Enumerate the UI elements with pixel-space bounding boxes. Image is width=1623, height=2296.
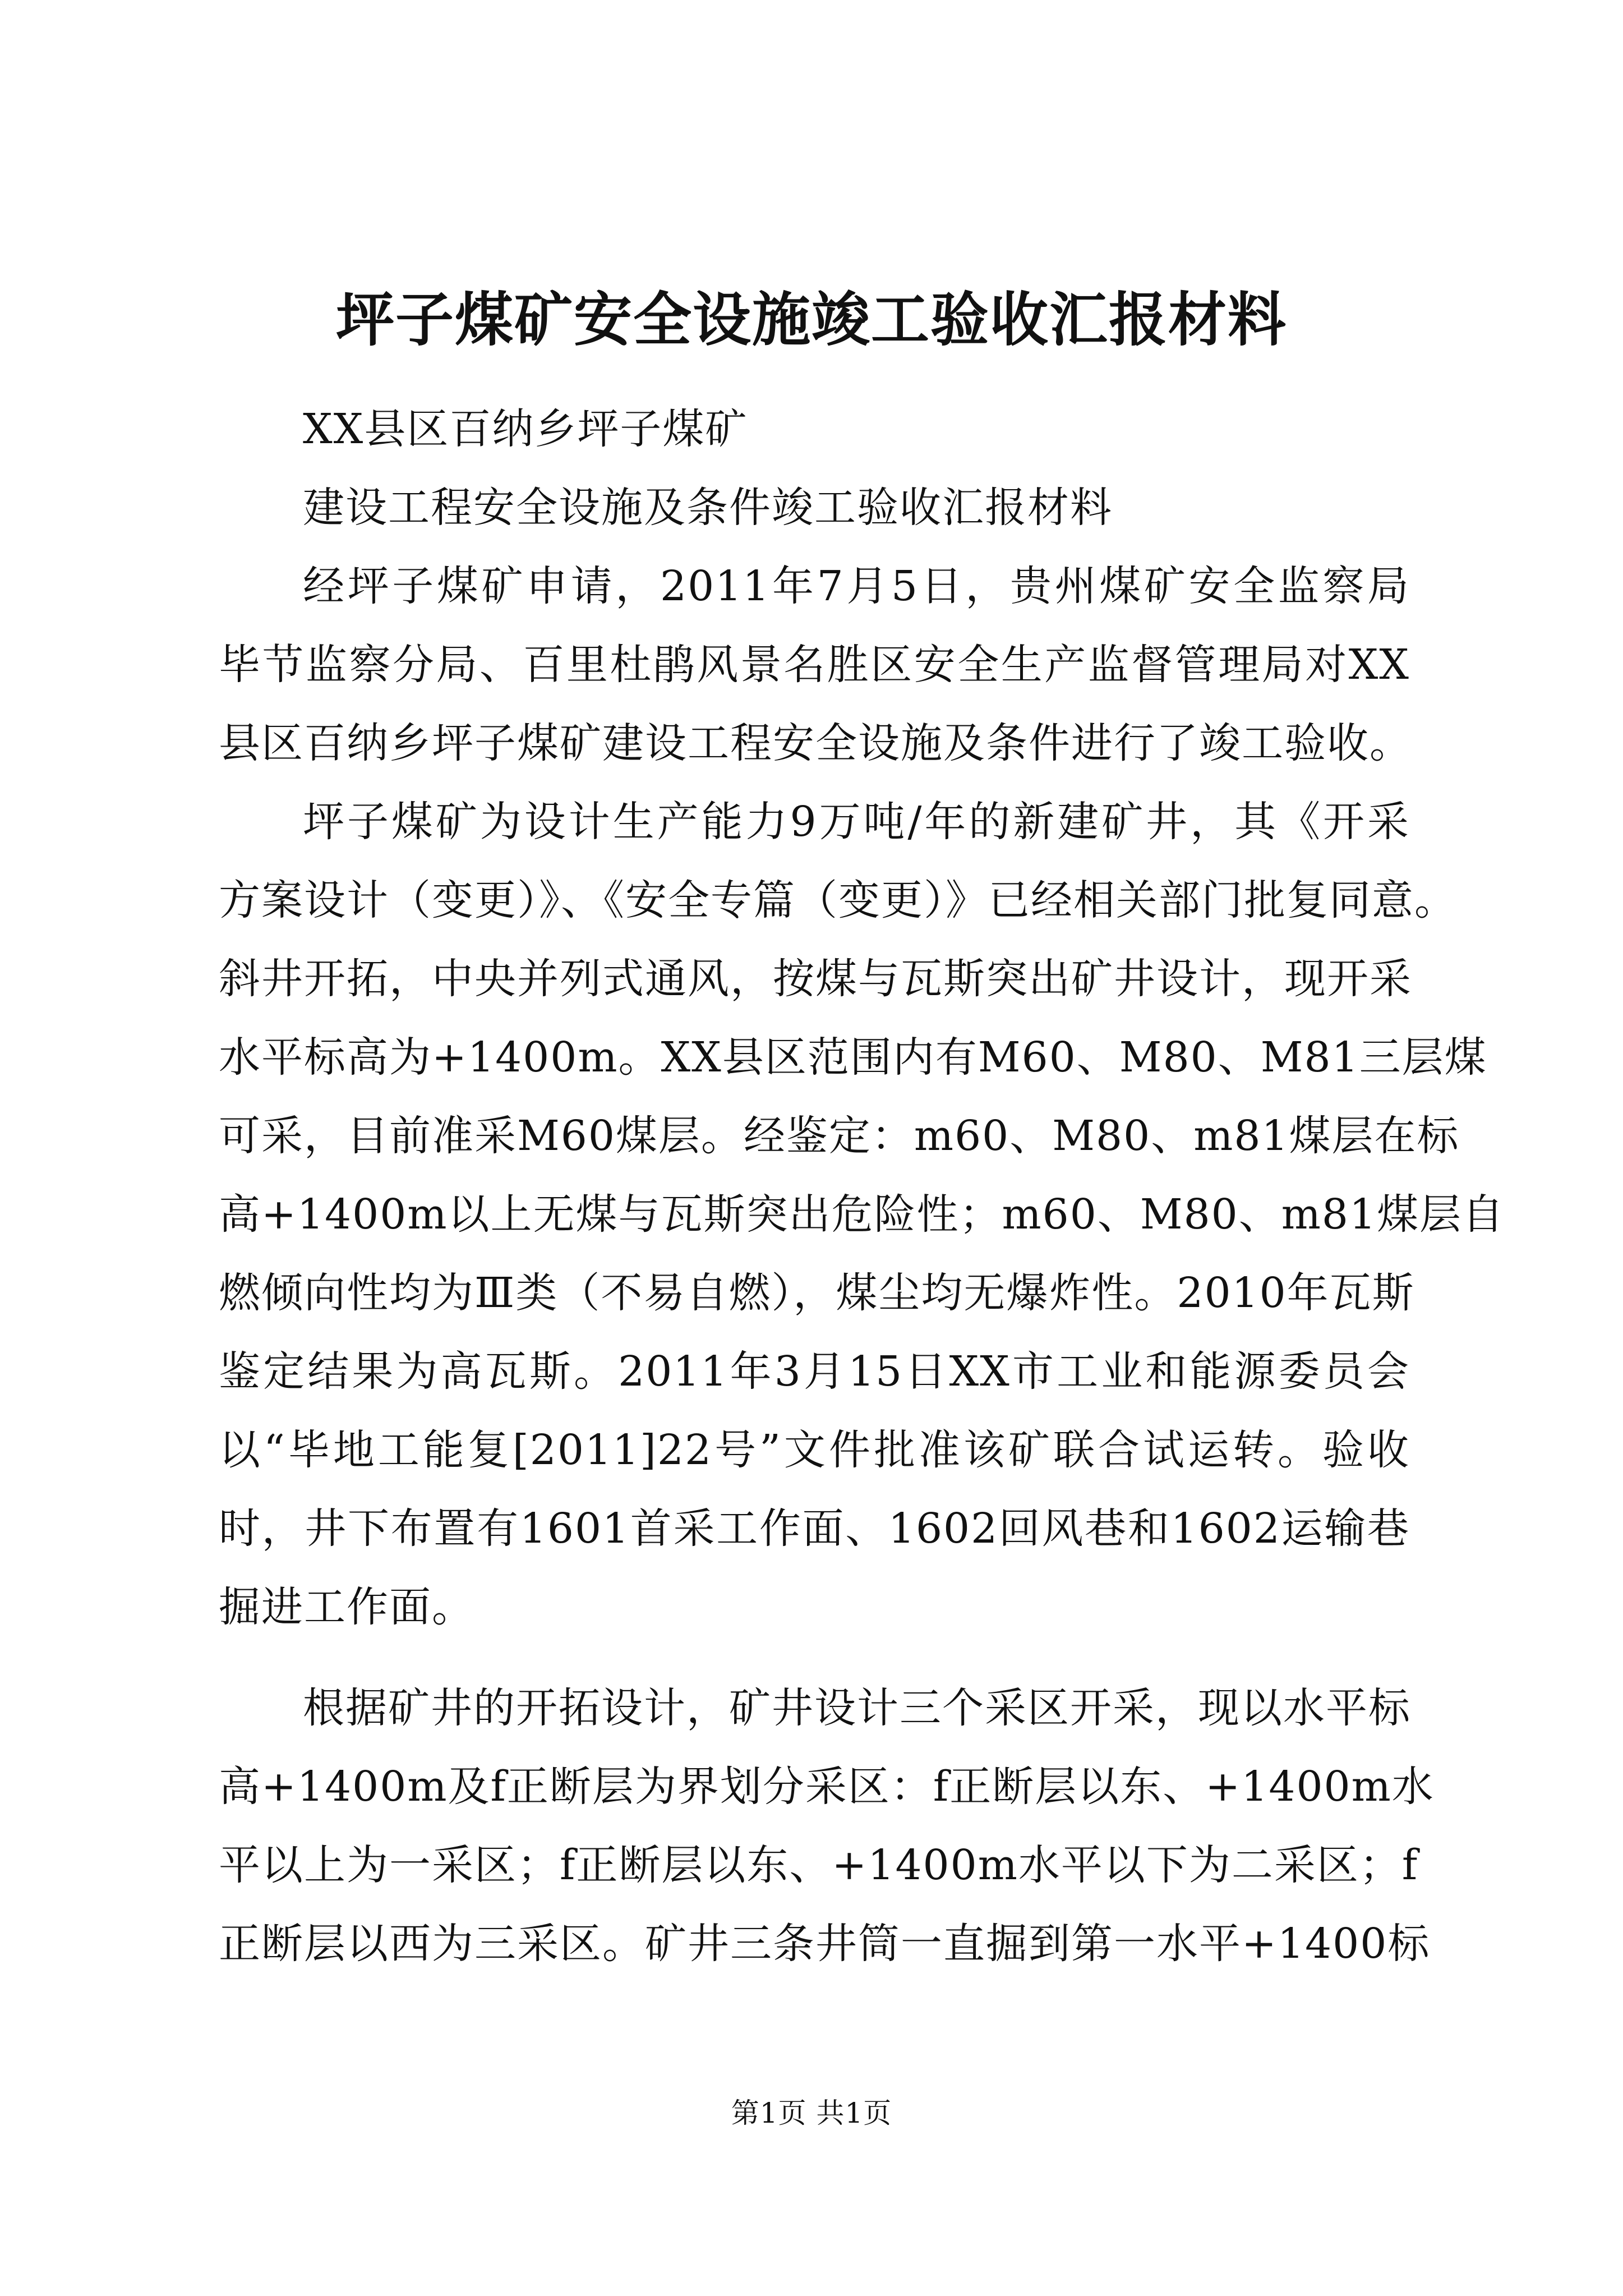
body-line: 坪子煤矿为设计生产能力9万吨/年的新建矿井，其《开采: [303, 798, 1410, 846]
body-line: 斜井开拓，中央并列式通风，按煤与瓦斯突出矿井设计，现开采: [219, 955, 1412, 1003]
body-line: 以“毕地工能复[2011]22号”文件批准该矿联合试运转。验收: [219, 1426, 1410, 1474]
body-line: 县区百纳乡坪子煤矿建设工程安全设施及条件进行了竣工验收。: [219, 719, 1412, 767]
body-line: 鉴定结果为高瓦斯。2011年3月15日XX市工业和能源委员会: [219, 1347, 1410, 1396]
body-line: 可采，目前准采M60煤层。经鉴定：m60、M80、m81煤层在标: [219, 1112, 1460, 1160]
document-title: 坪子煤矿安全设施竣工验收汇报材料: [335, 285, 1287, 354]
body-line: 高+1400m以上无煤与瓦斯突出危险性；m60、M80、m81煤层自: [219, 1190, 1505, 1239]
body-line: 毕节监察分局、百里杜鹃风景名胜区安全生产监督管理局对XX: [219, 641, 1410, 689]
body-line: 掘进工作面。: [219, 1583, 474, 1631]
body-line: 水平标高为+1400m。XX县区范围内有M60、M80、M81三层煤: [219, 1033, 1487, 1082]
body-line: 经坪子煤矿申请，2011年7月5日，贵州煤矿安全监察局: [303, 562, 1410, 610]
body-line: 方案设计（变更）》、《安全专篇（变更）》已经相关部门批复同意。: [219, 876, 1457, 924]
subtitle-line-2: 建设工程安全设施及条件竣工验收汇报材料: [303, 484, 1113, 532]
body-line: 平以上为一采区；f正断层以东、+1400m水平以下为二采区；f: [219, 1841, 1419, 1889]
page-footer: 第1页 共1页: [731, 2097, 892, 2129]
body-line: 燃倾向性均为Ⅲ类（不易自燃），煤尘均无爆炸性。2010年瓦斯: [219, 1269, 1415, 1317]
body-line: 根据矿井的开拓设计，矿井设计三个采区开采，现以水平标: [303, 1684, 1411, 1732]
body-line: 高+1400m及f正断层为界划分采区：f正断层以东、+1400m水: [219, 1763, 1435, 1811]
body-line: 时，井下布置有1601首采工作面、1602回风巷和1602运输巷: [219, 1504, 1410, 1553]
subtitle-line-1: XX县区百纳乡坪子煤矿: [303, 405, 748, 453]
body-line: 正断层以西为三采区。矿井三条井筒一直掘到第一水平+1400标: [219, 1920, 1431, 1968]
